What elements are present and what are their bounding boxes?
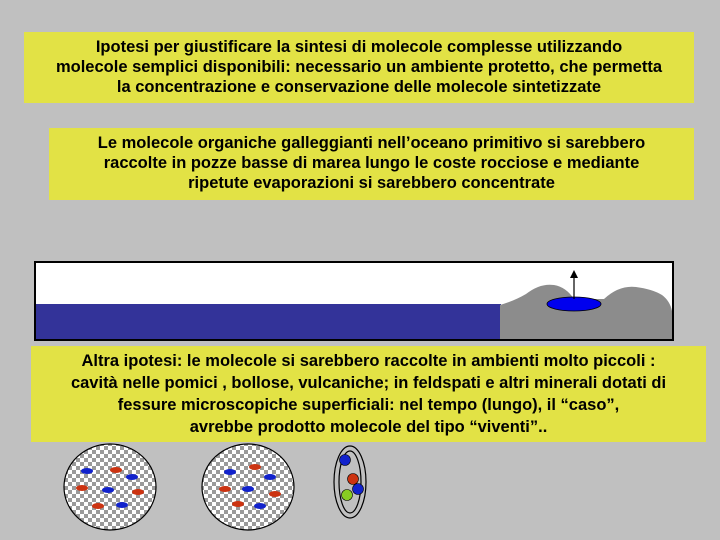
molecule-red (219, 486, 231, 492)
molecule-red (269, 491, 281, 497)
tidal-pools-text-box (49, 128, 694, 200)
molecule-red (348, 474, 359, 485)
tidal-pool (547, 297, 601, 311)
molecule-blue (340, 455, 351, 466)
molecule-cavities-diagram (60, 442, 380, 536)
text-line: Ipotesi per giustificare la sintesi di molecole complesse utilizzando (95, 38, 623, 56)
molecule-red (249, 464, 261, 470)
text-line: cavità nelle pomici , bollose, vulcaniche; in feldspati e altri minerali dotati di (70, 374, 667, 392)
molecule-blue (81, 468, 93, 474)
ocean-coast-diagram (34, 261, 676, 343)
text-line: Altra ipotesi: le molecole si sarebbero raccolte in ambienti molto piccoli : (81, 352, 656, 370)
molecule-red (132, 489, 144, 495)
text-line: fessure microscopiche superficiali: nel tempo (lungo), il “caso”, (117, 396, 620, 414)
text-line: molecole semplici disponibili: necessario un ambiente protetto, che permetta (55, 58, 663, 76)
pumice-cavity-left (64, 444, 156, 530)
molecule-blue (116, 502, 128, 508)
molecule-blue (242, 486, 254, 492)
molecule-red (76, 485, 88, 491)
molecule-red (110, 467, 122, 473)
pumice-cavity-right (202, 444, 294, 530)
molecule-blue (126, 474, 138, 480)
text-line: avrebbe prodotto molecole del tipo “viventi”.. (189, 418, 548, 436)
small-cavities-text-box (31, 346, 706, 442)
molecule-blue (353, 484, 364, 495)
molecule-blue (264, 474, 276, 480)
text-line: la concentrazione e conservazione delle molecole sintetizzate (116, 78, 602, 96)
molecule-blue (224, 469, 236, 475)
molecule-blue (102, 487, 114, 493)
text-line: Le molecole organiche galleggianti nell’oceano primitivo si sarebbero (97, 134, 646, 152)
text-line: raccolte in pozze basse di marea lungo le coste rocciose e mediante (103, 154, 640, 172)
hypothesis-text-box (24, 32, 694, 103)
molecule-blue (254, 503, 266, 509)
text-line: ripetute evaporazioni si sarebbero concentrate (188, 174, 555, 192)
molecule-red (92, 503, 104, 509)
molecule-green (342, 490, 353, 501)
molecule-red (232, 501, 244, 507)
ocean (36, 304, 501, 339)
molecule-cluster-ring (334, 446, 366, 518)
